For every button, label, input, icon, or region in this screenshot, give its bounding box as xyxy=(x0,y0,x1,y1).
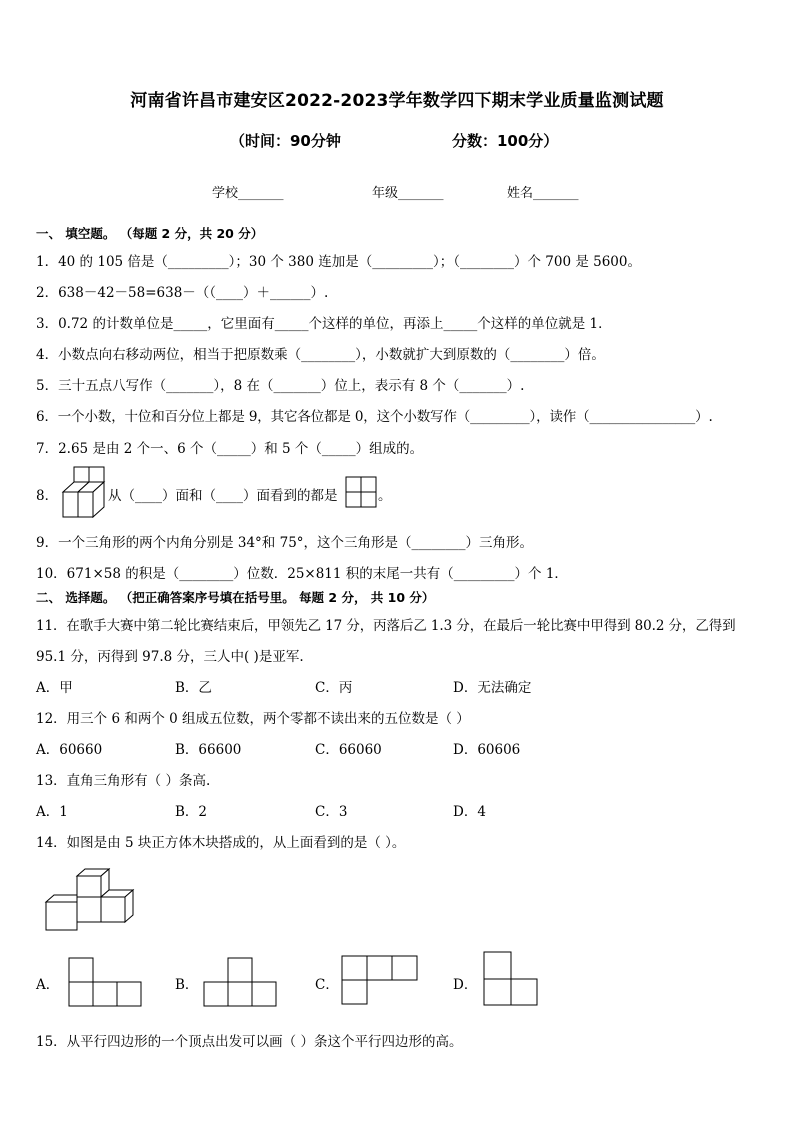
section1-heading: 一、 填空题。 （每题 2 分，共 20 分） xyxy=(36,226,264,241)
question-10: 10．671×58 的积是（________）位数．25×811 积的末尾一共有（_________）个 1． xyxy=(36,566,568,582)
question-15: 15．从平行四边形的一个顶点出发可以画（ ）条这个平行四边形的高。 xyxy=(36,1034,463,1050)
grade-field: 年级_______ xyxy=(372,186,444,201)
q12-option-c: C．66060 xyxy=(315,742,382,758)
question-9: 9．一个三角形的两个内角分别是 34°和 75°，这个三角形是（________）三角形。 xyxy=(36,535,534,551)
school-field: 学校_______ xyxy=(212,186,284,201)
q13-option-c: C．3 xyxy=(315,804,348,820)
question-6: 6．一个小数，十位和百分位上都是 9，其它各位都是 0，这个小数写作（_________），读作（________________）. xyxy=(36,409,713,425)
q11-option-a: A．甲 xyxy=(36,680,73,696)
question-12: 12．用三个 6 和两个 0 组成五位数，两个零都不读出来的五位数是（ ） xyxy=(36,711,470,727)
question-14: 14．如图是由 5 块正方体木块搭成的，从上面看到的是（ ）。 xyxy=(36,835,406,851)
q14-option-c-figure xyxy=(341,955,419,1006)
page-title: 河南省许昌市建安区2022-2023学年数学四下期末学业质量监测试题 xyxy=(130,91,664,111)
q13-option-b: B．2 xyxy=(175,804,208,820)
q11-option-c: C．丙 xyxy=(315,680,353,696)
exam-score: 分数：100分） xyxy=(452,132,559,150)
q14-option-d-figure xyxy=(483,951,539,1007)
q14-option-c: C． xyxy=(315,977,339,993)
question-1: 1．40 的 105 倍是（_________）；30 个 380 连加是（_________）；（________）个 700 是 5600。 xyxy=(36,254,641,270)
q13-option-a: A．1 xyxy=(36,804,68,820)
question-3: 3．0.72 的计数单位是_____，它里面有_____个这样的单位，再添上_____个这样的单位就是 1． xyxy=(36,316,612,332)
question-13: 13．直角三角形有（ ）条高. xyxy=(36,773,211,789)
question-5: 5．三十五点八写作（_______），8 在（_______）位上，表示有 8 个（_______）. xyxy=(36,378,525,394)
q12-option-a: A．60660 xyxy=(36,742,103,758)
q14-option-b: B． xyxy=(175,977,199,993)
question-4: 4．小数点向右移动两位，相当于把原数乘（________），小数就扩大到原数的（________）倍。 xyxy=(36,347,605,363)
q8-cube-figure xyxy=(58,466,108,518)
question-7: 7．2.65 是由 2 个一、6 个（_____）和 5 个（_____）组成的。 xyxy=(36,441,424,457)
q8-view-figure xyxy=(345,476,377,508)
q14-block-figure xyxy=(44,868,140,932)
q14-option-a-figure xyxy=(68,957,144,1008)
q14-option-b-figure xyxy=(203,957,279,1008)
q14-option-d: D． xyxy=(453,977,478,993)
q13-option-d: D．4 xyxy=(453,804,486,820)
q12-option-b: B．66600 xyxy=(175,742,242,758)
question-8-text: 从（____）面和（____）面看到的都是 xyxy=(108,488,338,504)
q12-option-d: D．60606 xyxy=(453,742,521,758)
name-field: 姓名_______ xyxy=(507,186,579,201)
question-8-end: 。 xyxy=(378,488,392,504)
question-11-line1: 11．在歌手大赛中第二轮比赛结束后，甲领先乙 17 分，丙落后乙 1.3 分，在最后一轮比赛中甲得到 80.2 分，乙得到 xyxy=(36,618,736,634)
question-2: 2．638－42－58=638－（（____）＋______）. xyxy=(36,285,329,301)
q11-option-b: B．乙 xyxy=(175,680,212,696)
section2-heading: 二、 选择题。 （把正确答案序号填在括号里。 每题 2 分， 共 10 分） xyxy=(36,590,435,605)
q11-option-d: D．无法确定 xyxy=(453,680,532,696)
exam-time: （时间：90分钟 xyxy=(230,132,341,150)
question-8-number: 8． xyxy=(36,488,59,504)
question-11-line2: 95.1 分，丙得到 97.8 分，三人中( )是亚军. xyxy=(36,649,304,665)
q14-option-a: A． xyxy=(36,977,60,993)
